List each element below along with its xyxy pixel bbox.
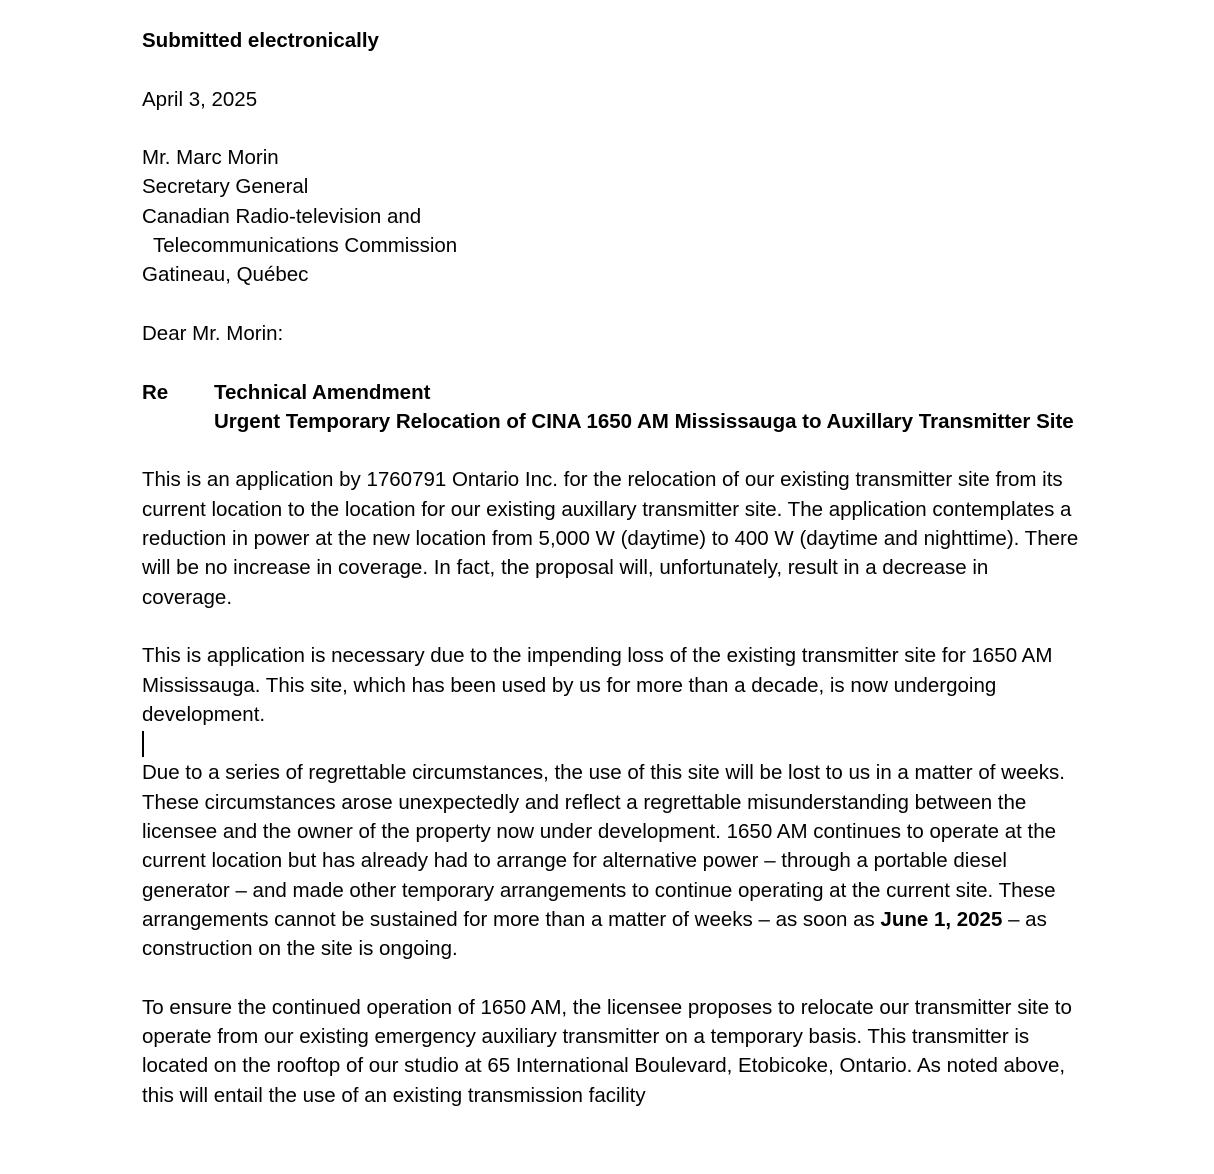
- spacer: [142, 348, 1082, 377]
- body-paragraph-3: [142, 758, 1082, 963]
- recipient-org-line2: Telecommunications Commission: [153, 234, 458, 258]
- paragraph-3-text: Due to a series of regrettable circumstances, the use of this site will be lost to us in a matter of weeks. These circumstances arose unexpectedly and reflect a regrettable misunderstanding between the licensee and the owner of the property now under development. 1650 AM continues to operate at the current location but has already had to arrange for alternative power – through a portable diesel generator – and made other temporary arrangements to continue operating at the current site. These arrangements cannot be sustained for more than a matter of weeks – as soon as: [142, 761, 1065, 931]
- spacer: [142, 964, 1082, 993]
- letter-page: [142, 26, 1082, 1110]
- body-paragraph-2: This is application is necessary due to the impending loss of the existing transmitter site for 1650 AM Mississauga. This site, which has been used by us for more than a decade, is now undergoing development.: [142, 644, 1053, 726]
- text-cursor-line[interactable]: [142, 729, 1082, 758]
- subject-label: Re: [142, 380, 169, 404]
- recipient-address: [142, 143, 1082, 289]
- spacer: [142, 55, 1082, 84]
- body-paragraph-1: This is an application by 1760791 Ontario Inc. for the relocation of our existing transmitter site from its current location to the location for our existing auxillary transmitter site. The application contemplates a reduction in power at the new location from 5,000 W (daytime) to 400 W (daytime and nighttime). There will be no increase in coverage. In fact, the proposal will, unfortunately, result in a decrease in coverage.: [142, 468, 1079, 609]
- recipient-org-line1: Canadian Radio-television and: [142, 204, 422, 228]
- spacer: [142, 436, 1082, 465]
- text-cursor: [142, 731, 144, 757]
- subject-line1: Technical Amendment: [214, 380, 431, 404]
- body-paragraph-4: To ensure the continued operation of 1650 AM, the licensee proposes to relocate our transmitter site to operate from our existing emergency auxiliary transmitter on a temporary basis. This transmitter is located on the rooftop of our studio at 65 International Boulevard, Etobicoke, Ontario. As noted above, this will entail the use of an existing transmission facility: [142, 995, 1072, 1107]
- subject-text: [214, 378, 1082, 437]
- spacer: [142, 612, 1082, 641]
- spacer: [142, 114, 1082, 143]
- submission-note: Submitted electronically: [142, 29, 379, 52]
- recipient-city: Gatineau, Québec: [142, 263, 309, 287]
- recipient-title: Secretary General: [142, 175, 309, 199]
- subject-line2: Urgent Temporary Relocation of CINA 1650 AM Mississauga to Auxillary Transmitter Site: [214, 409, 1074, 433]
- recipient-name: Mr. Marc Morin: [142, 146, 279, 170]
- letter-date: April 3, 2025: [142, 87, 258, 111]
- subject-block: [142, 378, 1082, 437]
- paragraph-3-text-end: – as construction on the site is ongoing.: [142, 907, 1047, 961]
- spacer: [142, 290, 1082, 319]
- salutation: Dear Mr. Morin:: [142, 321, 284, 345]
- deadline-date: June 1, 2025: [880, 907, 1003, 931]
